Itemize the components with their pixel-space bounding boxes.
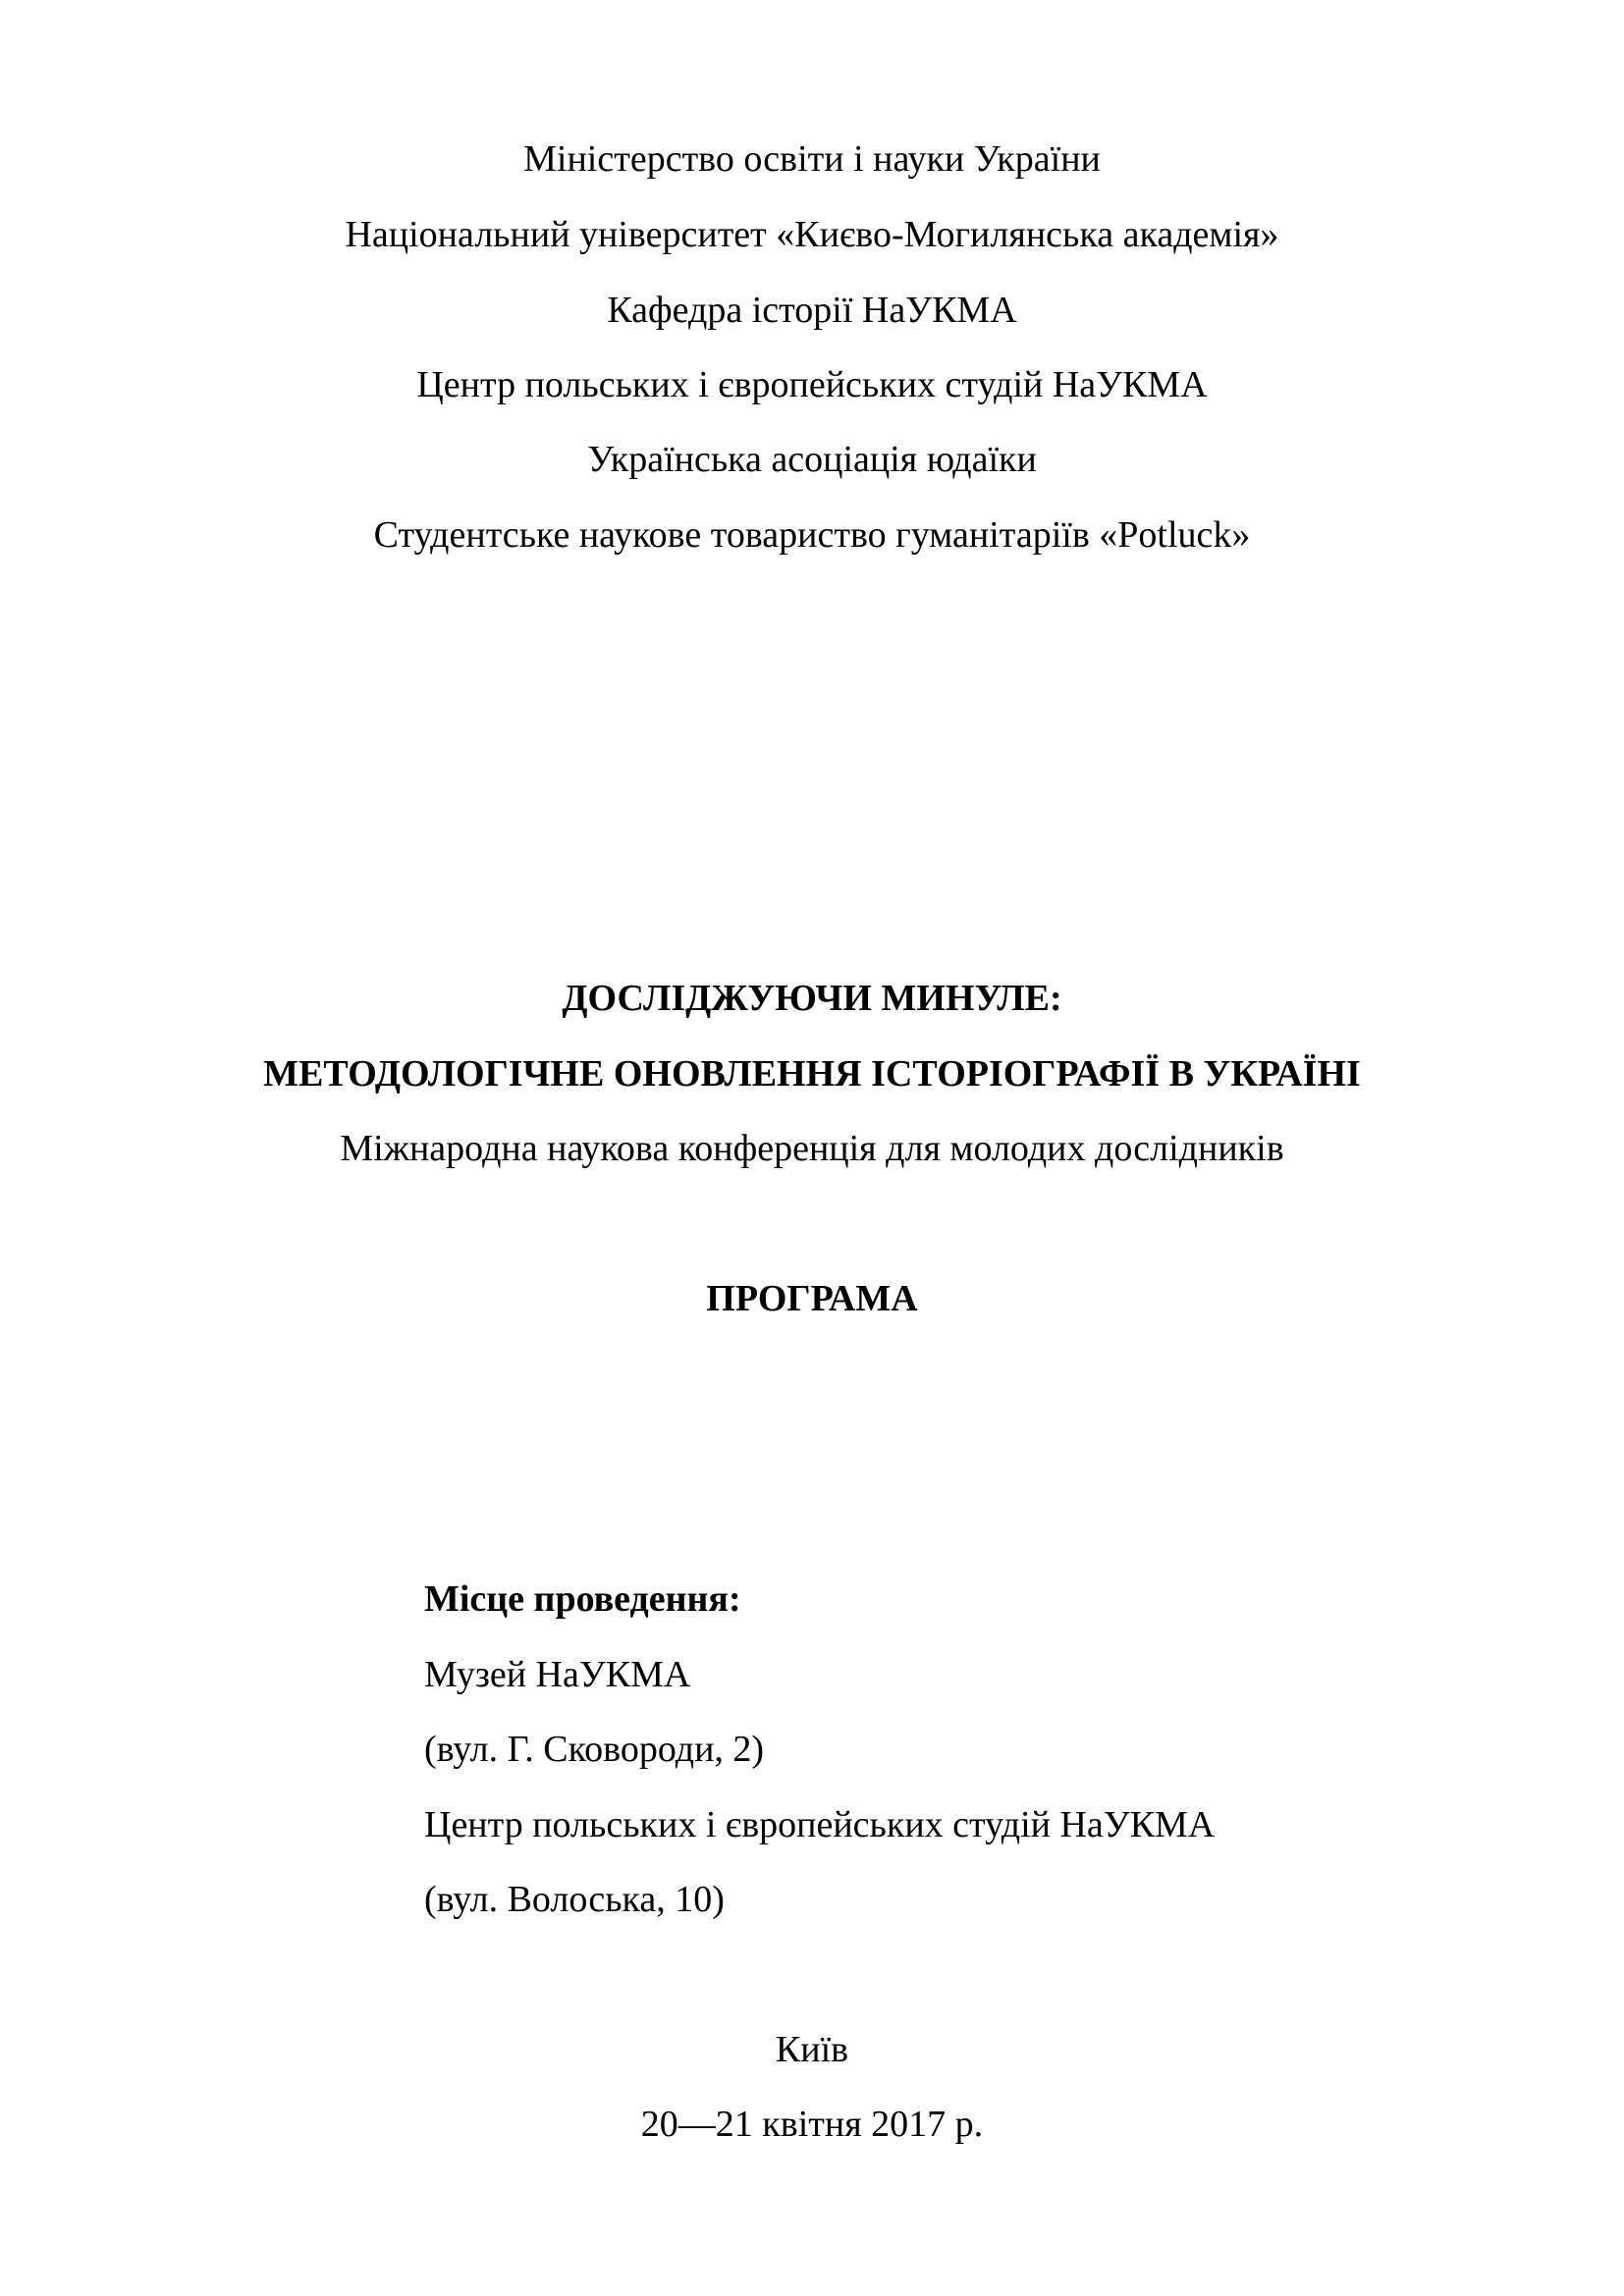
society-line: Студентське наукове товариство гуманітаріїв «Potluck»: [373, 514, 1251, 556]
conference-subtitle: Міжнародна наукова конференція для молодих дослідників: [340, 1128, 1284, 1169]
program-heading: ПРОГРАМА: [706, 1278, 918, 1319]
association-line: Українська асоціація юдаїки: [587, 439, 1037, 480]
city-line: Київ: [775, 2029, 849, 2070]
conference-title-line2: МЕТОДОЛОГІЧНЕ ОНОВЛЕННЯ ІСТОРІОГРАФІЇ В УКРАЇНІ: [263, 1053, 1361, 1095]
dates-line: 20—21 квітня 2017 р.: [640, 2104, 984, 2145]
venue-place-2: Центр польських і європейських студій НаУКМА: [424, 1804, 1216, 1845]
venue-place-1: Музей НаУКМА: [424, 1654, 691, 1695]
venue-address-2: (вул. Волоська, 10): [424, 1879, 725, 1920]
university-line: Національний університет «Києво-Могилянська академія»: [345, 214, 1279, 255]
venue-heading: Місце проведення:: [424, 1578, 741, 1620]
venue-address-1: (вул. Г. Сковороди, 2): [424, 1729, 765, 1770]
center-line: Центр польських і європейських студій НаУКМА: [416, 364, 1208, 405]
department-line: Кафедра історії НаУКМА: [607, 290, 1017, 331]
ministry-line: Міністерство освіти і науки України: [523, 138, 1101, 180]
conference-title-line1: ДОСЛІДЖУЮЧИ МИНУЛЕ:: [562, 978, 1062, 1019]
